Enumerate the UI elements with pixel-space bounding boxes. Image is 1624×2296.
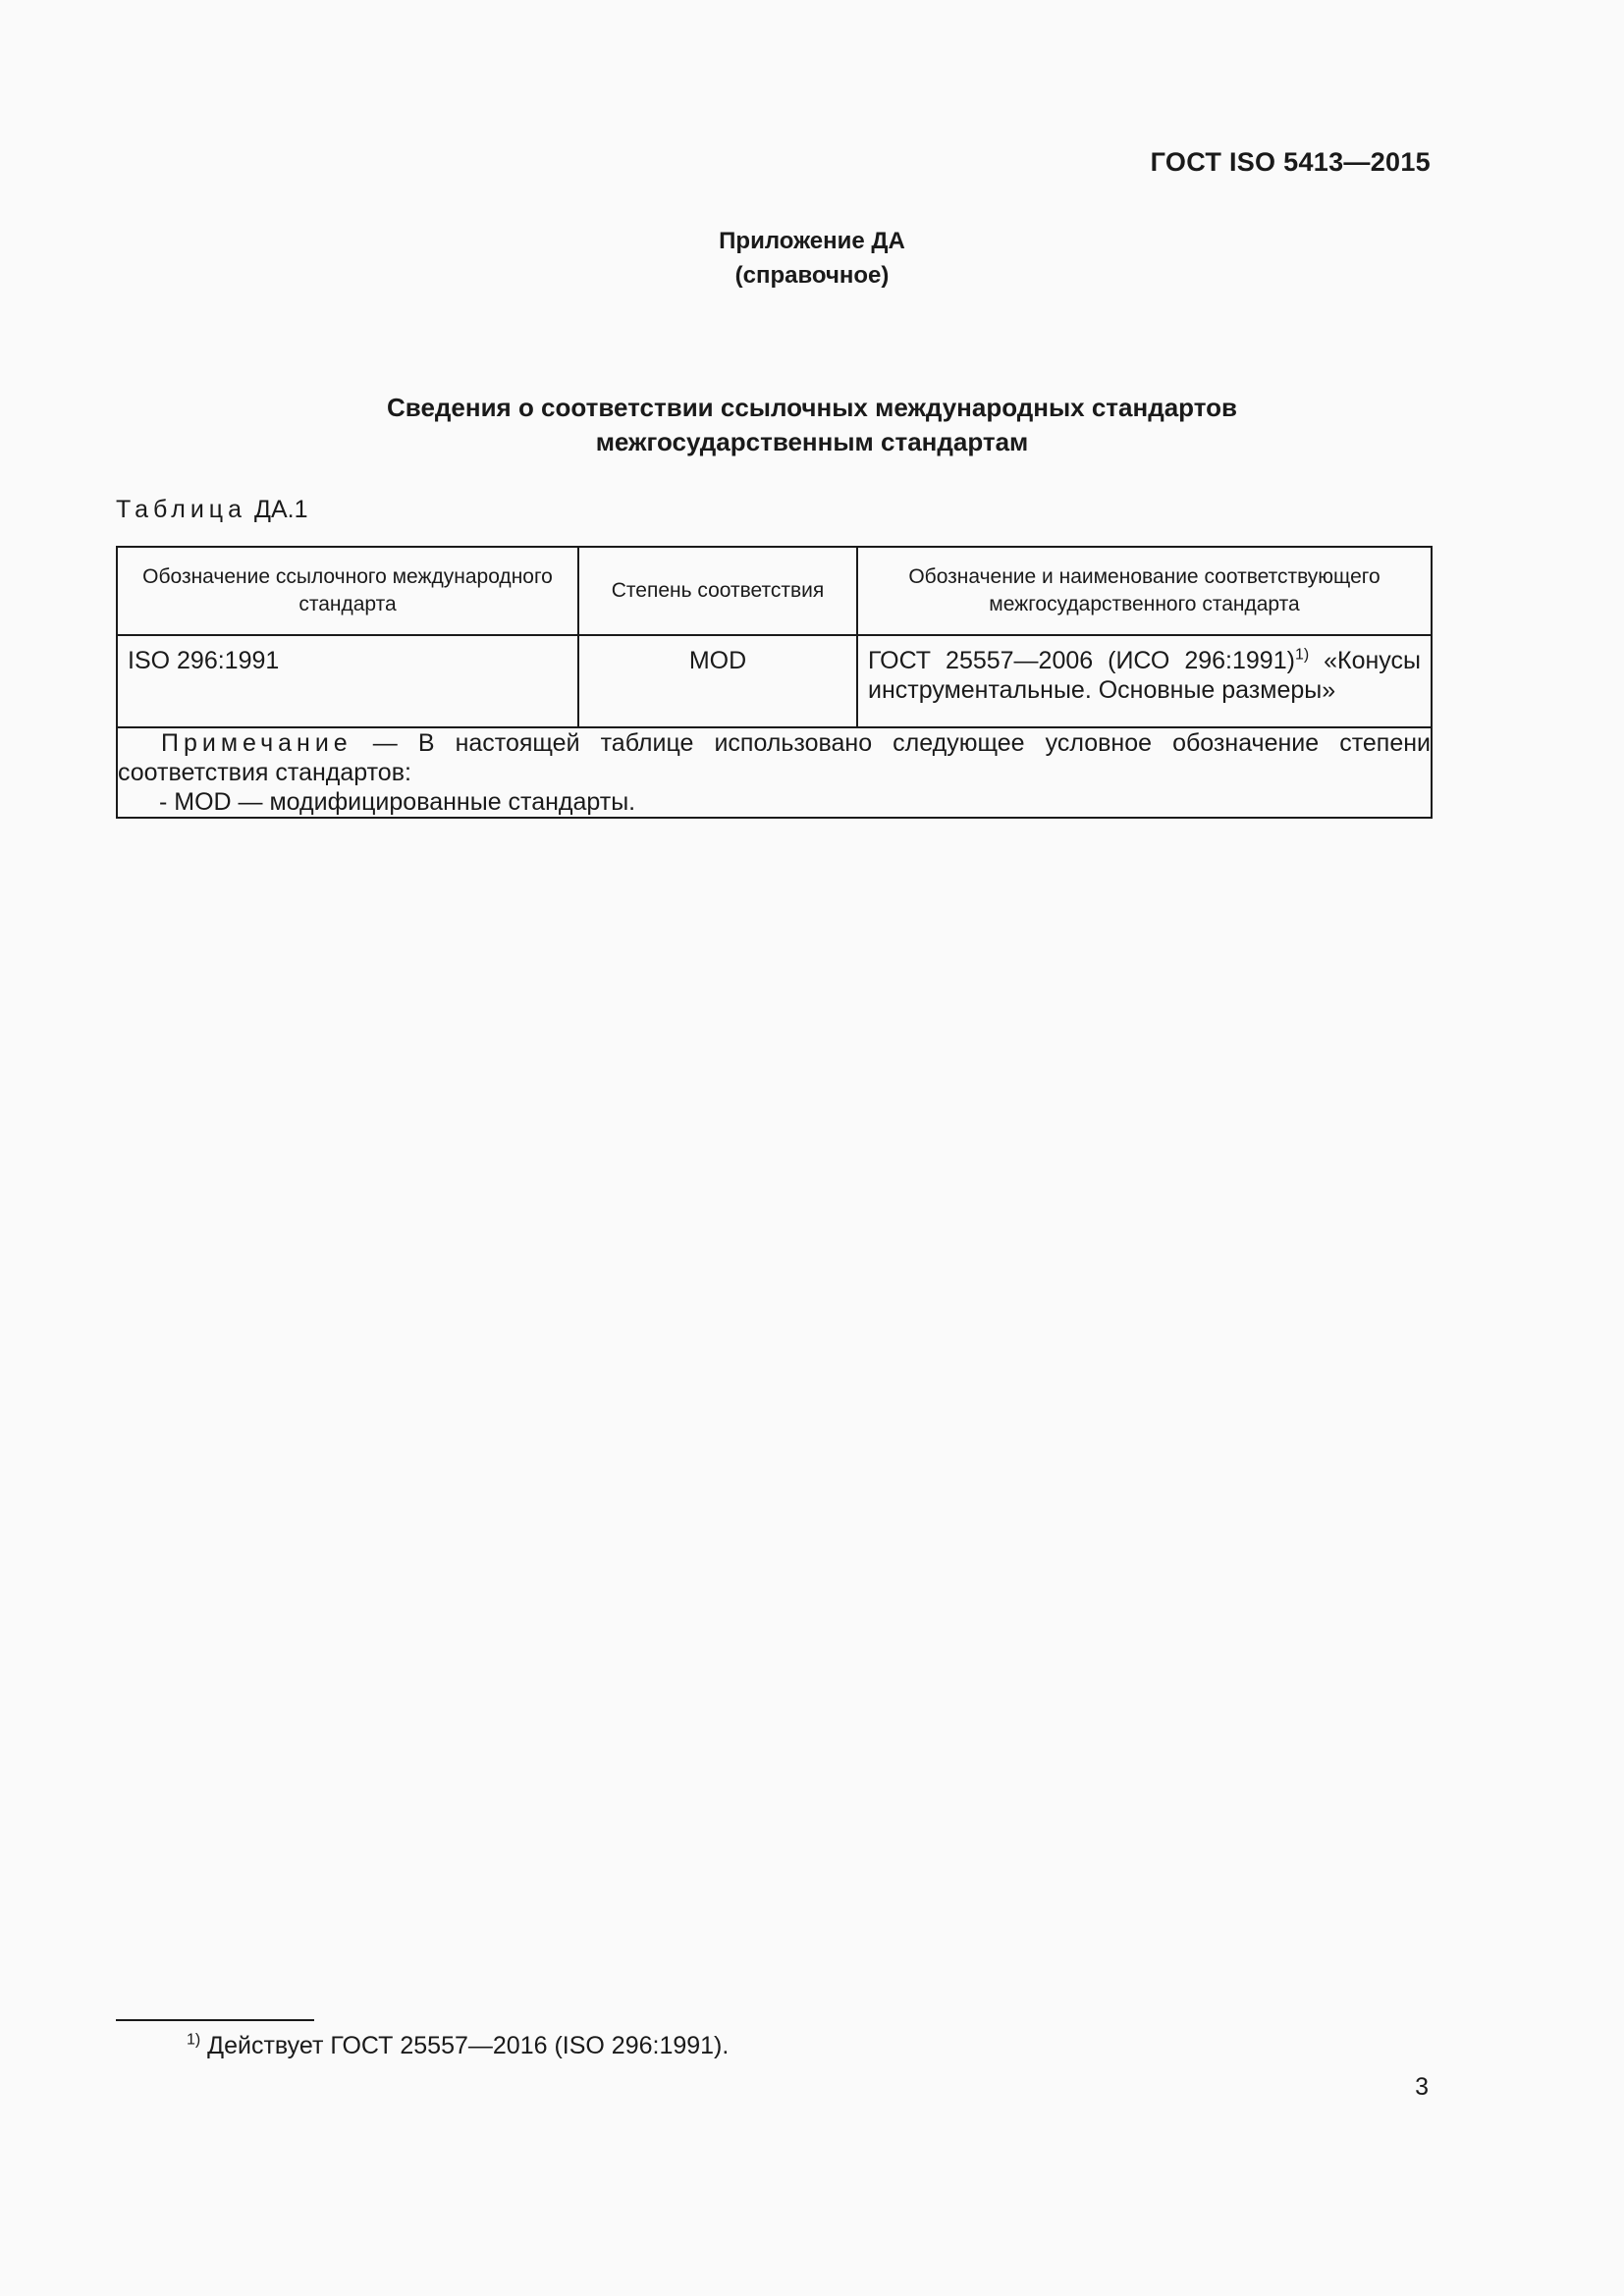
standards-correspondence-table [116,546,1433,819]
footnote-separator [116,2019,314,2021]
table-note-row [117,727,1432,818]
page-number: 3 [1415,2073,1429,2101]
footnote-mark: 1) [187,2031,201,2049]
footnote [187,2032,729,2060]
gost-title: «Конусы инструментальные. Основные размеры» [868,647,1421,704]
section-title [0,391,1624,459]
note-heading: Примечание [161,729,352,757]
gost-designation: ГОСТ 25557—2006 (ИСО 296:1991) [868,647,1295,674]
table-caption [116,496,308,524]
document-code: ГОСТ ISO 5413—2015 [1150,147,1431,177]
section-title-line-2: межгосударственным стандартам [595,427,1029,456]
section-title-line-1: Сведения о соответствии ссылочных международных стандартов [387,393,1237,422]
note-list-item: - MOD — модифицированные стандарты. [159,788,636,816]
appendix-title: Приложение ДА [719,228,905,254]
table-header-row [117,547,1432,635]
table-row [117,635,1432,727]
note-body: — В настоящей таблице использовано следующее условное обозначение степени соответствия стандартов: [118,729,1431,786]
header-international-standard: Обозначение ссылочного международного стандарта [117,547,578,635]
appendix-subtitle: (справочное) [734,262,890,289]
header-degree-of-correspondence: Степень соответствия [578,547,857,635]
footnote-reference: 1) [1294,646,1310,664]
footnote-text: Действует ГОСТ 25557—2016 (ISO 296:1991). [200,2032,730,2059]
cell-degree: MOD [578,635,857,727]
appendix-heading [0,224,1624,293]
note-text [118,728,1431,787]
cell-interstate-standard [857,635,1432,727]
cell-international-standard: ISO 296:1991 [117,635,578,727]
table-caption-word: Таблица [116,496,247,523]
header-interstate-standard: Обозначение и наименование соответствующего межгосударственного стандарта [857,547,1432,635]
table-note [117,727,1432,818]
table-caption-number: ДА.1 [254,496,308,523]
